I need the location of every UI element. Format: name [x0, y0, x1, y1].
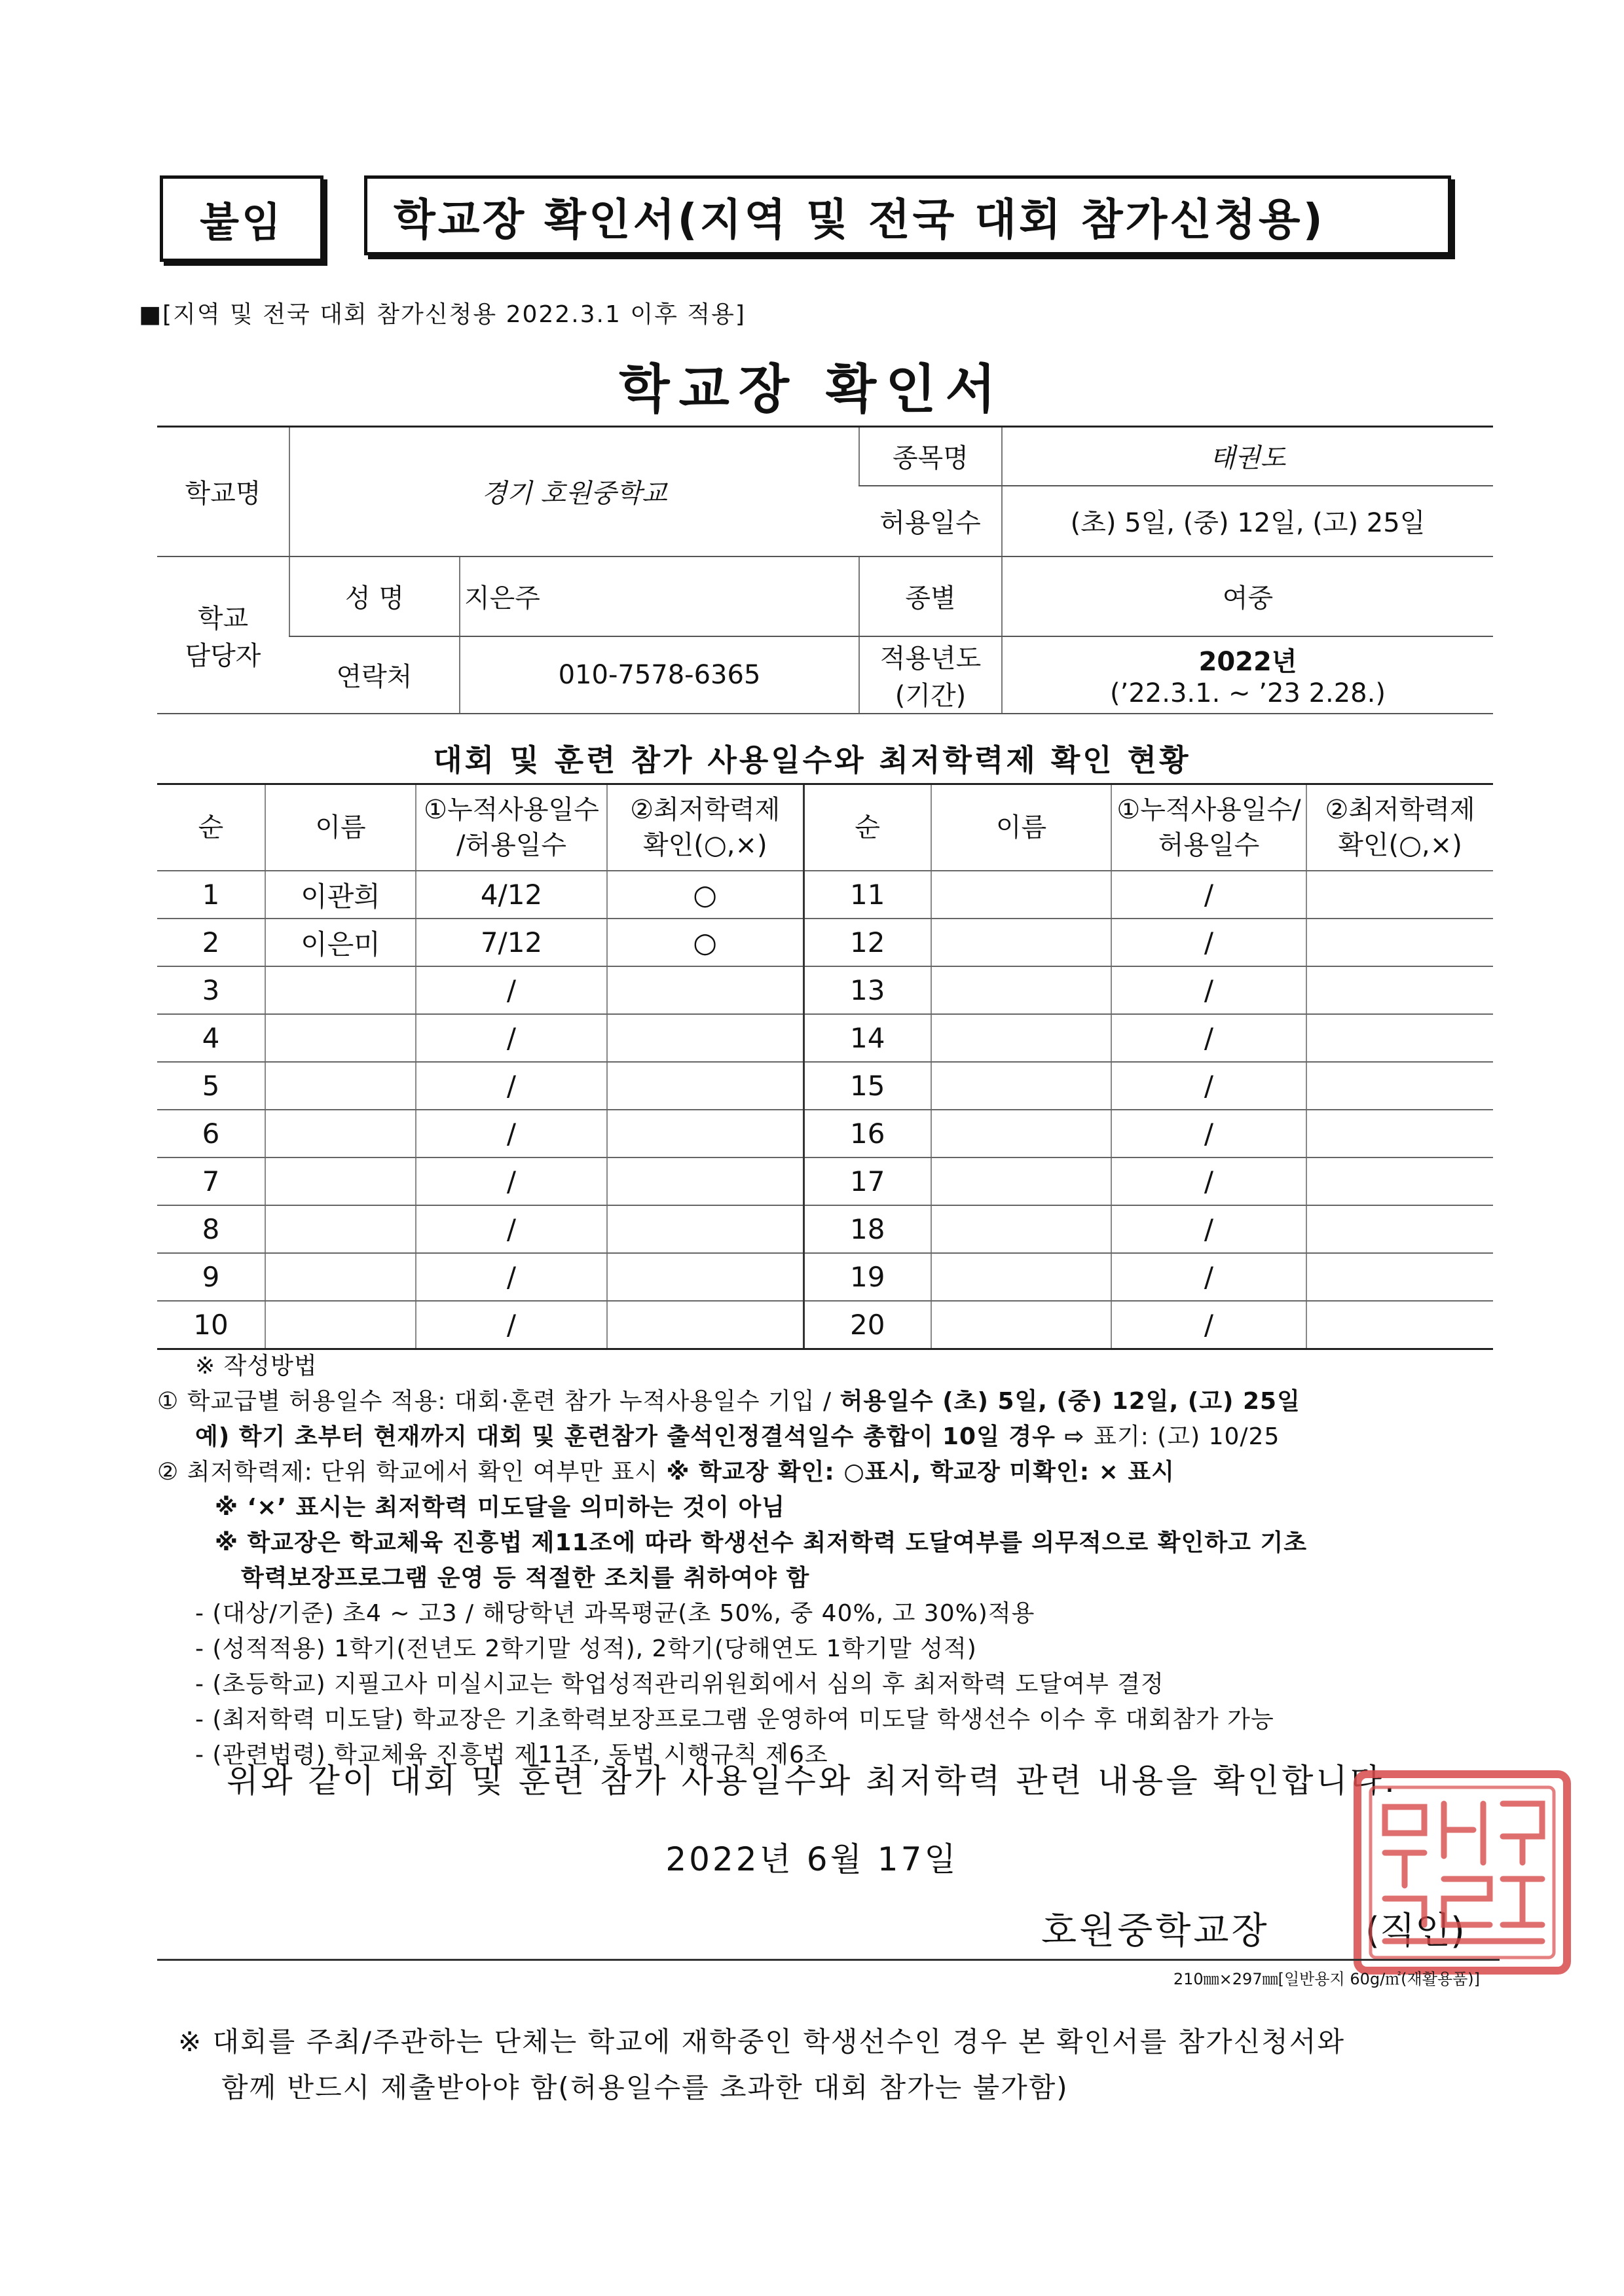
section-title: 대회 및 훈련 참가 사용일수와 최저학력제 확인 현황 — [433, 742, 1191, 778]
table-row — [157, 1301, 1493, 1349]
bottom-note-line1: ※ 대회를 주최/주관하는 단체는 학교에 재학중인 학생선수인 경우 본 확인서를 참가신청서와 — [178, 2026, 1346, 2058]
col-min-line1: ②최저학력제 — [630, 795, 781, 825]
attachment-label: 붙임 — [200, 198, 284, 246]
usage-status-table — [157, 783, 1493, 1350]
document-heading: 학교장 확인서(지역 및 전국 대회 참가신청용) — [394, 194, 1325, 245]
seq-cell: 11 — [803, 871, 931, 919]
school-name-label: 학교명 — [157, 427, 289, 556]
bottom-note — [178, 2019, 1345, 2111]
seq-cell: 15 — [803, 1062, 931, 1110]
instructions-title: ※ 작성방법 — [195, 1353, 318, 1379]
table-row — [157, 1157, 1493, 1205]
apply-year-label — [859, 636, 1002, 714]
check-cell — [607, 1157, 803, 1205]
school-info-table — [157, 426, 1493, 714]
seq-cell: 20 — [803, 1301, 931, 1349]
instruction-1 — [157, 1384, 1506, 1419]
days-cell: / — [416, 1110, 607, 1157]
name-cell — [265, 966, 416, 1014]
instruction-1-bold: 허용일수 (초) 5일, (중) 12일, (고) 25일 — [840, 1388, 1301, 1415]
name-cell — [931, 1253, 1111, 1301]
check-cell — [607, 1062, 803, 1110]
name-cell — [931, 966, 1111, 1014]
days-cell: / — [1111, 919, 1306, 966]
table-row — [157, 1205, 1493, 1253]
name-cell — [931, 919, 1111, 966]
days-cell: / — [1111, 1110, 1306, 1157]
check-cell — [1306, 871, 1493, 919]
instruction-2 — [157, 1455, 1506, 1490]
days-cell: / — [416, 966, 607, 1014]
name-cell — [265, 1253, 416, 1301]
seq-cell: 19 — [803, 1253, 931, 1301]
manager-label — [157, 556, 289, 714]
col-name: 이름 — [265, 784, 416, 871]
seq-cell: 9 — [157, 1253, 265, 1301]
check-cell — [1306, 1157, 1493, 1205]
col-name-right: 이름 — [931, 784, 1111, 871]
name-cell: 이관희 — [265, 871, 416, 919]
days-cell: / — [1111, 1014, 1306, 1062]
check-cell — [1306, 1110, 1493, 1157]
days-cell: / — [1111, 1205, 1306, 1253]
days-cell: / — [416, 1157, 607, 1205]
days-cell: / — [416, 1301, 607, 1349]
detail-5: - (관련법령) 학교체육 진흥법 제11조, 동법 시행규칙 제6조 — [195, 1741, 828, 1768]
days-cell: 4/12 — [416, 871, 607, 919]
manager-name-value: 지은주 — [460, 556, 859, 636]
col-days — [416, 784, 607, 871]
issue-date: 2022년 6월 17일 — [665, 1840, 959, 1878]
check-cell — [607, 1301, 803, 1349]
detail-4: - (최저학력 미도달) 학교장은 기초학력보장프로그램 운영하여 미도달 학생선수 이수 후 대회참가 가능 — [195, 1706, 1274, 1733]
principal-title: 호원중학교장 — [1041, 1910, 1270, 1952]
paper-spec: 210㎜×297㎜[일반용지 60g/㎡(재활용품)] — [1173, 1970, 1480, 1988]
name-cell — [931, 1205, 1111, 1253]
name-cell — [931, 1062, 1111, 1110]
name-cell — [265, 1062, 416, 1110]
bottom-note-line2: 함께 반드시 제출받아야 함(허용일수를 초과한 대회 참가는 불가함) — [221, 2071, 1069, 2104]
days-cell: / — [1111, 871, 1306, 919]
instruction-note-2-cont: 학력보장프로그램 운영 등 적절한 조치를 취하여야 함 — [241, 1565, 810, 1592]
col-days-line1: ①누적사용일수 — [424, 795, 599, 825]
official-seal-icon — [1346, 1768, 1581, 1984]
event-value: 태권도 — [1002, 427, 1493, 486]
days-cell: / — [1111, 1301, 1306, 1349]
apply-year-label-line2: (기간) — [895, 680, 967, 711]
page-title: 학교장 확인서 — [619, 359, 1005, 420]
check-cell — [1306, 966, 1493, 1014]
seq-cell: 17 — [803, 1157, 931, 1205]
instructions — [157, 1349, 1506, 1773]
seq-cell: 14 — [803, 1014, 931, 1062]
instruction-2-text: ② 최저학력제: 단위 학교에서 확인 여부만 표시 — [157, 1459, 667, 1485]
name-cell — [931, 1157, 1111, 1205]
check-cell — [1306, 1205, 1493, 1253]
check-cell: ○ — [607, 919, 803, 966]
name-cell: 이은미 — [265, 919, 416, 966]
seq-cell: 8 — [157, 1205, 265, 1253]
table-row — [157, 919, 1493, 966]
seq-cell: 1 — [157, 871, 265, 919]
seq-cell: 6 — [157, 1110, 265, 1157]
instruction-1-example-text: 예) 학기 초부터 현재까지 대회 및 훈련참가 출석인정결석일수 총합이 10일 경우 ⇨ — [195, 1423, 1094, 1450]
name-cell — [931, 1110, 1111, 1157]
apply-year-label-line1: 적용년도 — [879, 643, 982, 674]
confirmation-statement: 위와 같이 대회 및 훈련 참가 사용일수와 최저학력 관련 내용을 확인합니다. — [227, 1762, 1397, 1800]
table-row — [157, 871, 1493, 919]
instruction-2-bold: ※ 학교장 확인: ○표시, 학교장 미확인: × 표시 — [666, 1459, 1175, 1485]
document-heading-box — [364, 175, 1451, 255]
seq-cell: 4 — [157, 1014, 265, 1062]
table-row — [157, 1253, 1493, 1301]
name-cell — [265, 1014, 416, 1062]
seq-cell: 10 — [157, 1301, 265, 1349]
check-cell — [607, 1110, 803, 1157]
col-seq-right: 순 — [803, 784, 931, 871]
name-cell — [265, 1110, 416, 1157]
col-min-line2: 확인(○,×) — [642, 830, 767, 860]
seq-cell: 12 — [803, 919, 931, 966]
name-cell — [265, 1301, 416, 1349]
days-cell: / — [1111, 1062, 1306, 1110]
check-cell: ○ — [607, 871, 803, 919]
check-cell — [1306, 919, 1493, 966]
col-min-achievement — [607, 784, 803, 871]
apply-year: 2022년 — [1198, 647, 1297, 677]
col-days-right-line2: 허용일수 — [1158, 830, 1260, 860]
days-cell: 7/12 — [416, 919, 607, 966]
seq-cell: 7 — [157, 1157, 265, 1205]
instruction-note-2: ※ 학교장은 학교체육 진흥법 제11조에 따라 학생선수 최저학력 도달여부를 의무적으로 확인하고 기초 — [215, 1529, 1308, 1556]
table-row — [157, 1110, 1493, 1157]
name-cell — [931, 1301, 1111, 1349]
name-cell — [931, 1014, 1111, 1062]
allowed-days-value: (초) 5일, (중) 12일, (고) 25일 — [1002, 486, 1493, 556]
check-cell — [607, 966, 803, 1014]
school-name-value: 경기 호원중학교 — [289, 427, 859, 556]
instruction-1-example — [157, 1419, 1506, 1455]
days-cell: / — [416, 1205, 607, 1253]
table-row — [157, 966, 1493, 1014]
apply-period: (’22.3.1. ~ ’23 2.28.) — [1110, 678, 1386, 708]
col-min-right-line2: 확인(○,×) — [1338, 830, 1462, 860]
seq-cell: 13 — [803, 966, 931, 1014]
days-cell: / — [1111, 1253, 1306, 1301]
name-cell — [931, 871, 1111, 919]
days-cell: / — [416, 1014, 607, 1062]
table-row — [157, 1062, 1493, 1110]
footer-divider — [157, 1959, 1500, 1961]
name-cell — [265, 1157, 416, 1205]
manager-name-label: 성 명 — [289, 556, 460, 636]
detail-2: - (성적적용) 1학기(전년도 2학기말 성적), 2학기(당해연도 1학기말 성적) — [195, 1635, 977, 1662]
contact-value: 010-7578-6365 — [460, 636, 859, 714]
days-cell: / — [1111, 1157, 1306, 1205]
manager-label-line1: 학교 — [197, 603, 249, 634]
check-cell — [1306, 1301, 1493, 1349]
event-label: 종목명 — [859, 427, 1002, 486]
days-cell: / — [1111, 966, 1306, 1014]
check-cell — [1306, 1062, 1493, 1110]
days-cell: / — [416, 1253, 607, 1301]
contact-label: 연락처 — [289, 636, 460, 714]
check-cell — [1306, 1014, 1493, 1062]
detail-1: - (대상/기준) 초4 ~ 고3 / 해당학년 과목평균(초 50%, 중 40%, 고 30%)적용 — [195, 1600, 1035, 1627]
check-cell — [607, 1253, 803, 1301]
seq-cell: 3 — [157, 966, 265, 1014]
seq-cell: 18 — [803, 1205, 931, 1253]
applicability-notice: ■[지역 및 전국 대회 참가신청용 2022.3.1 이후 적용] — [139, 301, 746, 328]
col-days-line2: /허용일수 — [456, 830, 567, 860]
check-cell — [607, 1205, 803, 1253]
col-min-right-line1: ②최저학력제 — [1325, 795, 1475, 825]
seal-label: (직인) — [1365, 1910, 1465, 1952]
col-days-right-line1: ①누적사용일수/ — [1116, 795, 1301, 825]
apply-year-value — [1002, 636, 1493, 714]
allowed-days-label: 허용일수 — [859, 486, 1002, 556]
name-cell — [265, 1205, 416, 1253]
instruction-note-1: ※ ‘×’ 표시는 최저학력 미도달을 의미하는 것이 아님 — [215, 1494, 785, 1521]
col-min-achievement-right — [1306, 784, 1493, 871]
category-value: 여중 — [1002, 556, 1493, 636]
detail-3: - (초등학교) 지필고사 미실시교는 학업성적관리위원회에서 심의 후 최저학력 도달여부 결정 — [195, 1671, 1164, 1698]
table-row — [157, 1014, 1493, 1062]
col-days-right — [1111, 784, 1306, 871]
col-seq: 순 — [157, 784, 265, 871]
seq-cell: 16 — [803, 1110, 931, 1157]
attachment-label-box — [160, 175, 323, 262]
instruction-1-text: ① 학교급별 허용일수 적용: 대회·훈련 참가 누적사용일수 기입 / — [157, 1388, 840, 1415]
manager-label-line2: 담당자 — [185, 640, 261, 671]
category-label: 종별 — [859, 556, 1002, 636]
seq-cell: 5 — [157, 1062, 265, 1110]
days-cell: / — [416, 1062, 607, 1110]
check-cell — [1306, 1253, 1493, 1301]
check-cell — [607, 1014, 803, 1062]
instruction-1-example-value: 표기: (고) 10/25 — [1094, 1423, 1280, 1450]
seq-cell: 2 — [157, 919, 265, 966]
